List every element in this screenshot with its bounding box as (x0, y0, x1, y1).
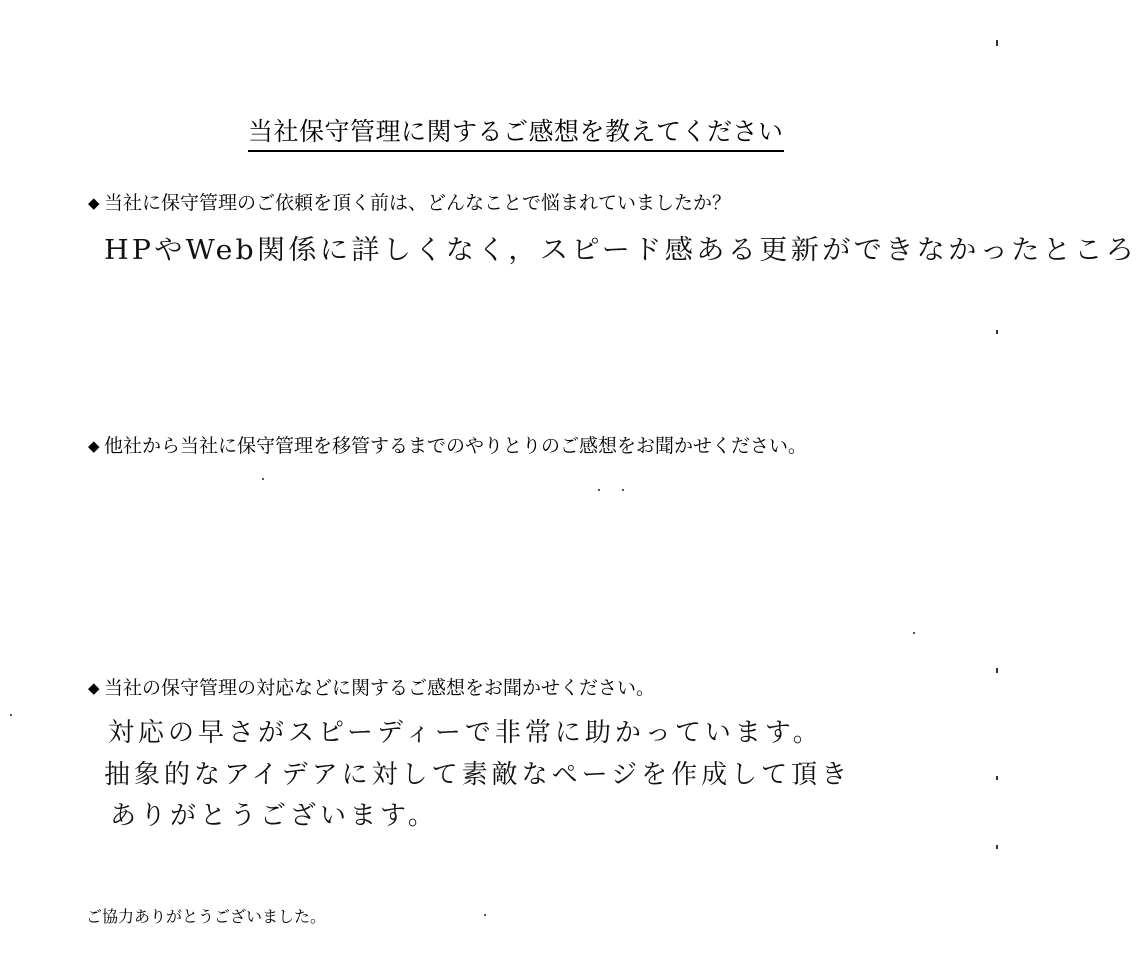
answer-3-line-3: ありがとうございます。 (110, 801, 438, 831)
diamond-bullet-icon: ◆ (88, 194, 100, 212)
scan-speck (262, 478, 264, 480)
scan-speck (622, 489, 624, 491)
answer-1-handwritten: HPやWeb関係に詳しくなく，スピード感ある更新ができなかったところ (104, 235, 1137, 266)
scan-edge-mark (996, 668, 998, 673)
question-1 (88, 191, 731, 215)
scan-edge-mark (996, 845, 998, 849)
question-2-text: 他社から当社に保守管理を移管するまでのやりとりのご感想をお聞かせください。 (104, 435, 808, 457)
scan-speck (10, 714, 12, 716)
diamond-bullet-icon: ◆ (88, 437, 100, 455)
scan-edge-mark (996, 330, 998, 334)
footer-thanks: ご協力ありがとうございました。 (86, 907, 327, 926)
page-title: 当社保守管理に関するご感想を教えてください (248, 116, 784, 152)
question-2 (88, 434, 807, 458)
scan-speck (484, 914, 486, 916)
scan-edge-mark (996, 40, 998, 46)
scan-speck (598, 489, 600, 491)
diamond-bullet-icon: ◆ (88, 679, 100, 697)
scan-speck (913, 632, 915, 634)
answer-3-line-2: 抽象的なアイデアに対して素敵なページを作成して頂き (104, 760, 852, 790)
scan-edge-mark (996, 776, 998, 780)
answer-3-line-1: 対応の早さがスピーディーで非常に助かっています。 (108, 718, 823, 748)
question-1-text: 当社に保守管理のご依頼を頂く前は、どんなことで悩まれていましたか？ (104, 192, 732, 214)
question-3 (88, 676, 655, 700)
question-3-text: 当社の保守管理の対応などに関するご感想をお聞かせください。 (104, 677, 656, 699)
